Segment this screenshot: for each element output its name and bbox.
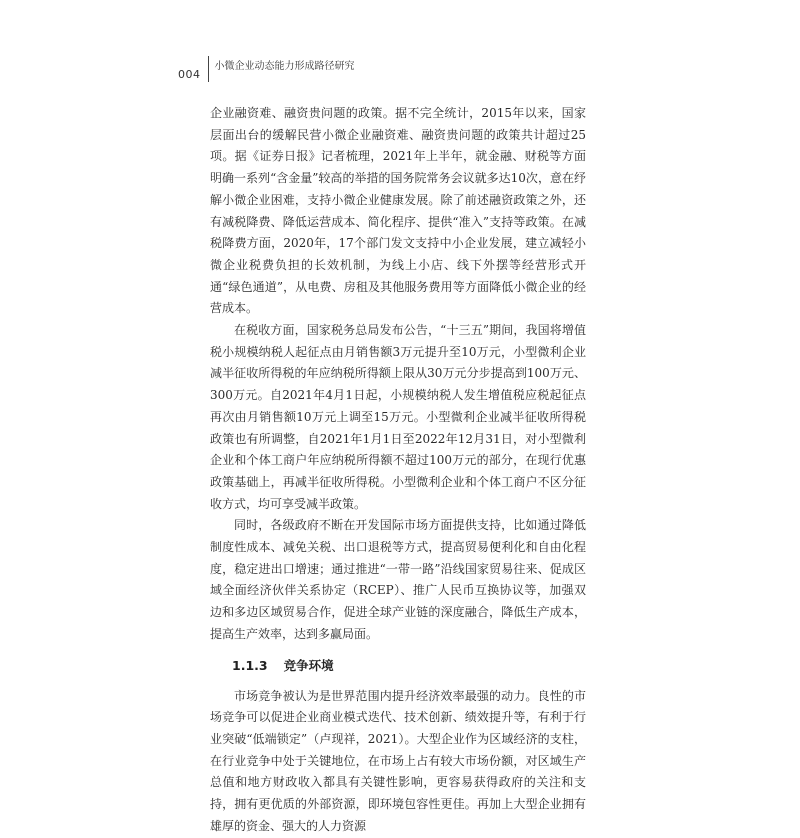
section-heading bbox=[210, 656, 586, 676]
paragraph-international-market: 同时，各级政府不断在开发国际市场方面提供支持，比如通过降低制度性成本、减免关税、出口退税等方式，提高贸易便利化和自由化程度，稳定进出口增速；通过推进“一带一路”沿线国家贸易往来、促成区域全面经济伙伴关系协定（RCEP）、推广人民币互换协议等，加强双边和多边区域贸易合作，促进全球产业链的深度融合，降低生产成本，提高生产效率，达到多赢局面。 bbox=[210, 518, 586, 641]
paragraph-tax-policy: 在税收方面，国家税务总局发布公告，“十三五”期间，我国将增值税小规模纳税人起征点由月销售额3万元提升至10万元，小型微利企业减半征收所得税的年应纳税所得额上限从30万元分步提高到100万元、300万元。自2021年4月1日起，小规模纳税人发生增值税应税起征点再次由月销售额10万元上调至15万元。小型微利企业减半征收所得税政策也有所调整，自2021年1月1日至2022年12月31日，对小型微利企业和个体工商户年应纳税所得额不超过100万元的部分，在现行优惠政策基础上，再减半征收所得税。小型微利企业和个体工商户不区分征收方式，均可享受减半政策。 bbox=[210, 323, 586, 511]
section-number: 1.1.3 bbox=[232, 657, 268, 673]
running-title: 小微企业动态能力形成路径研究 bbox=[214, 60, 355, 72]
paragraph-financing-policy: 企业融资难、融资贵问题的政策。据不完全统计，2015年以来，国家层面出台的缓解民营小微企业融资难、融资贵问题的政策共计超过25项。据《证券日报》记者梳理，2021年上半年，就金融、财税等方面明确一系列“含金量”较高的举措的国务院常务会议就多达10次，意在纾解小微企业困难，支持小微企业健康发展。除了前述融资政策之外，还有减税降费、降低运营成本、简化程序、提供“准入”支持等政策。在减税降费方面，2020年，17个部门发文支持中小企业发展，建立减轻小微企业税费负担的长效机制，为线上小店、线下外摆等经营形式开通“绿色通道”，从电费、房租及其他服务费用等方面降低小微企业的经营成本。 bbox=[210, 106, 586, 316]
page-header bbox=[178, 54, 355, 84]
page-number: 004 bbox=[178, 67, 201, 81]
paragraph-competition: 市场竞争被认为是世界范围内提升经济效率最强的动力。良性的市场竞争可以促进企业商业模式迭代、技术创新、绩效提升等，有利于行业突破“低端锁定”（卢现祥，2021）。大型企业作为区域经济的支柱，在行业竞争中处于关键地位，在市场上占有较大市场份额，对区域生产总值和地方财政收入都具有关键性影响，更容易获得政府的关注和支持，拥有更优质的外部资源，即环境包容性更佳。再加上大型企业拥有雄厚的资金、强大的人力资源 bbox=[210, 688, 586, 833]
body-text bbox=[210, 103, 586, 838]
header-divider bbox=[208, 56, 209, 82]
section-title: 竞争环境 bbox=[283, 657, 334, 673]
